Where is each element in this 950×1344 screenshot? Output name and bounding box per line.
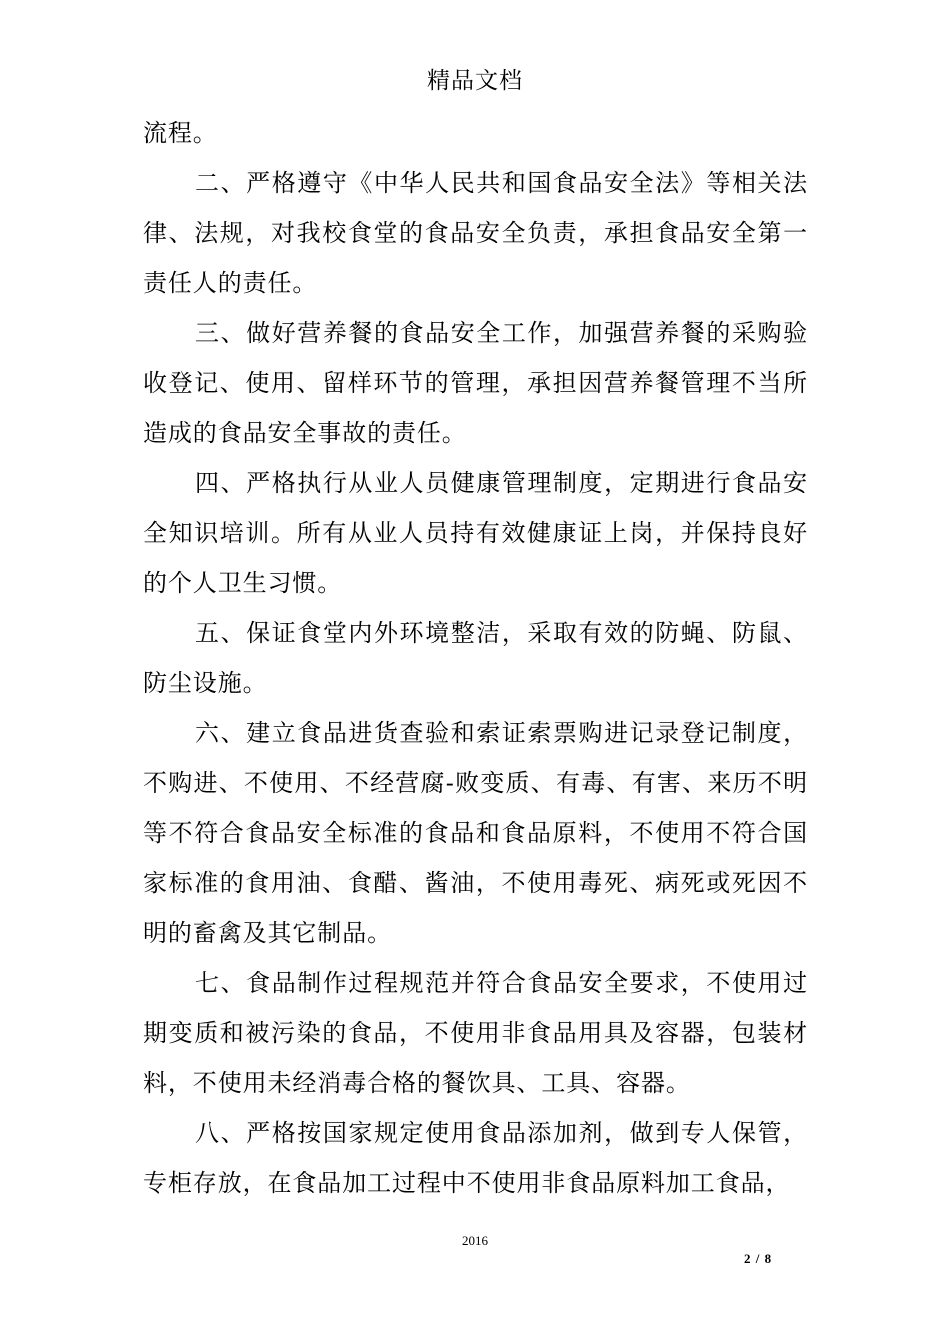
page-header-title: 精品文档 [427,68,523,94]
paragraph-continuation: 流程。 [143,119,218,147]
paragraph-item-7: 七、食品制作过程规范并符合食品安全要求，不使用过期变质和被污染的食品，不使用非食品用具及容器，包装材料，不使用未经消毒合格的餐饮具、工具、容器。 [143,969,808,1097]
paragraph-item-3: 三、做好营养餐的食品安全工作，加强营养餐的采购验收登记、使用、留样环节的管理，承担因营养餐管理不当所造成的食品安全事故的责任。 [143,319,808,447]
document-body [143,108,808,1208]
paragraph-item-8: 八、严格按国家规定使用食品添加剂，做到专人保管，专柜存放，在食品加工过程中不使用非食品原料加工食品， [143,1119,808,1197]
paragraph-item-5: 五、保证食堂内外环境整洁，采取有效的防蝇、防鼠、防尘设施。 [143,619,808,697]
paragraph-item-4: 四、严格执行从业人员健康管理制度，定期进行食品安全知识培训。所有从业人员持有效健康证上岗，并保持良好的个人卫生习惯。 [143,469,808,597]
footer-year: 2016 [462,1233,488,1248]
page-number: 2 / 8 [744,1251,773,1266]
paragraph-item-2: 二、严格遵守《中华人民共和国食品安全法》等相关法律、法规，对我校食堂的食品安全负责，承担食品安全第一责任人的责任。 [143,169,808,297]
paragraph-item-6: 六、建立食品进货查验和索证索票购进记录登记制度，不购进、不使用、不经营腐-败变质、有毒、有害、来历不明等不符合食品安全标准的食品和食品原料，不使用不符合国家标准的食用油、食醋、酱油，不使用毒死、病死或死因不明的畜禽及其它制品。 [143,719,808,947]
